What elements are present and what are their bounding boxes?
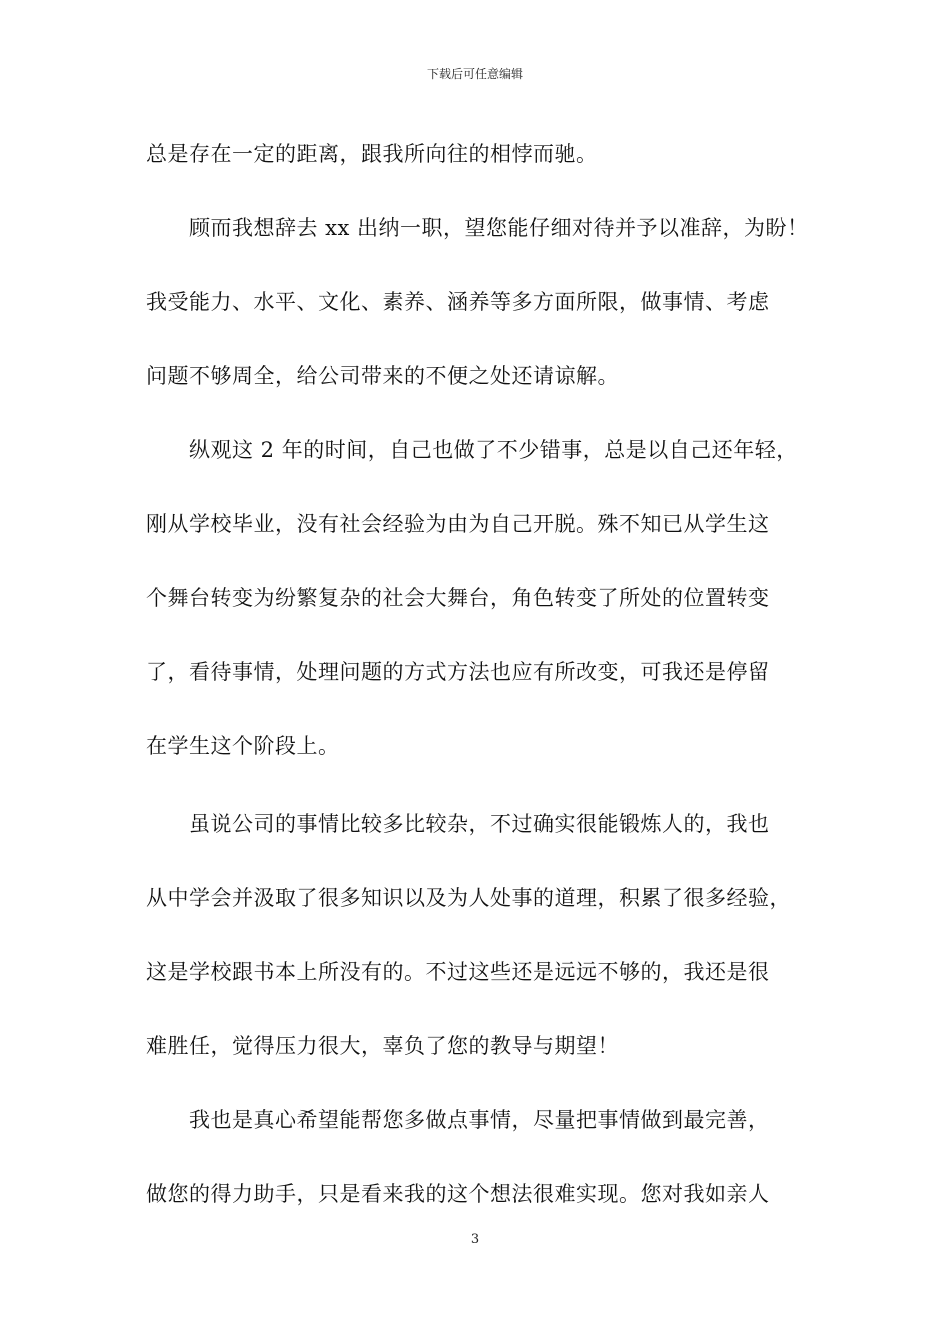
text-line: 做您的得力助手，只是看来我的这个想法很难实现。您对我如亲人 — [146, 1182, 770, 1206]
text-line: 个舞台转变为纷繁复杂的社会大舞台，角色转变了所处的位置转变 — [146, 586, 770, 610]
text-line: 虽说公司的事情比较多比较杂，不过确实很能锻炼人的，我也 — [146, 812, 770, 836]
text-line: 我也是真心希望能帮您多做点事情，尽量把事情做到最完善， — [146, 1108, 770, 1132]
text-line: 这是学校跟书本上所没有的。不过这些还是远远不够的，我还是很 — [146, 960, 770, 984]
text-line: 从中学会并汲取了很多知识以及为人处事的道理，积累了很多经验， — [146, 886, 791, 910]
text-line: 总是存在一定的距离，跟我所向往的相悖而驰。 — [146, 142, 598, 166]
page-header: 下载后可任意编辑 — [426, 67, 523, 81]
text-line: 顾而我想辞去 xx 出纳一职，望您能仔细对待并予以准辞，为盼！ — [146, 216, 809, 240]
text-line: 在学生这个阶段上。 — [146, 734, 340, 758]
text-line: 了，看待事情，处理问题的方式方法也应有所改变，可我还是停留 — [146, 660, 770, 684]
text-line: 纵观这 2 年的时间，自己也做了不少错事，总是以自己还年轻， — [146, 438, 798, 462]
page-number: 3 — [470, 1232, 480, 1247]
text-line: 刚从学校毕业，没有社会经验为由为自己开脱。殊不知已从学生这 — [146, 512, 770, 536]
text-line: 难胜任，觉得压力很大，辜负了您的教导与期望！ — [146, 1034, 619, 1058]
text-line: 我受能力、水平、文化、素养、涵养等多方面所限，做事情、考虑 — [146, 290, 770, 314]
text-line: 问题不够周全，给公司带来的不便之处还请谅解。 — [146, 364, 619, 388]
